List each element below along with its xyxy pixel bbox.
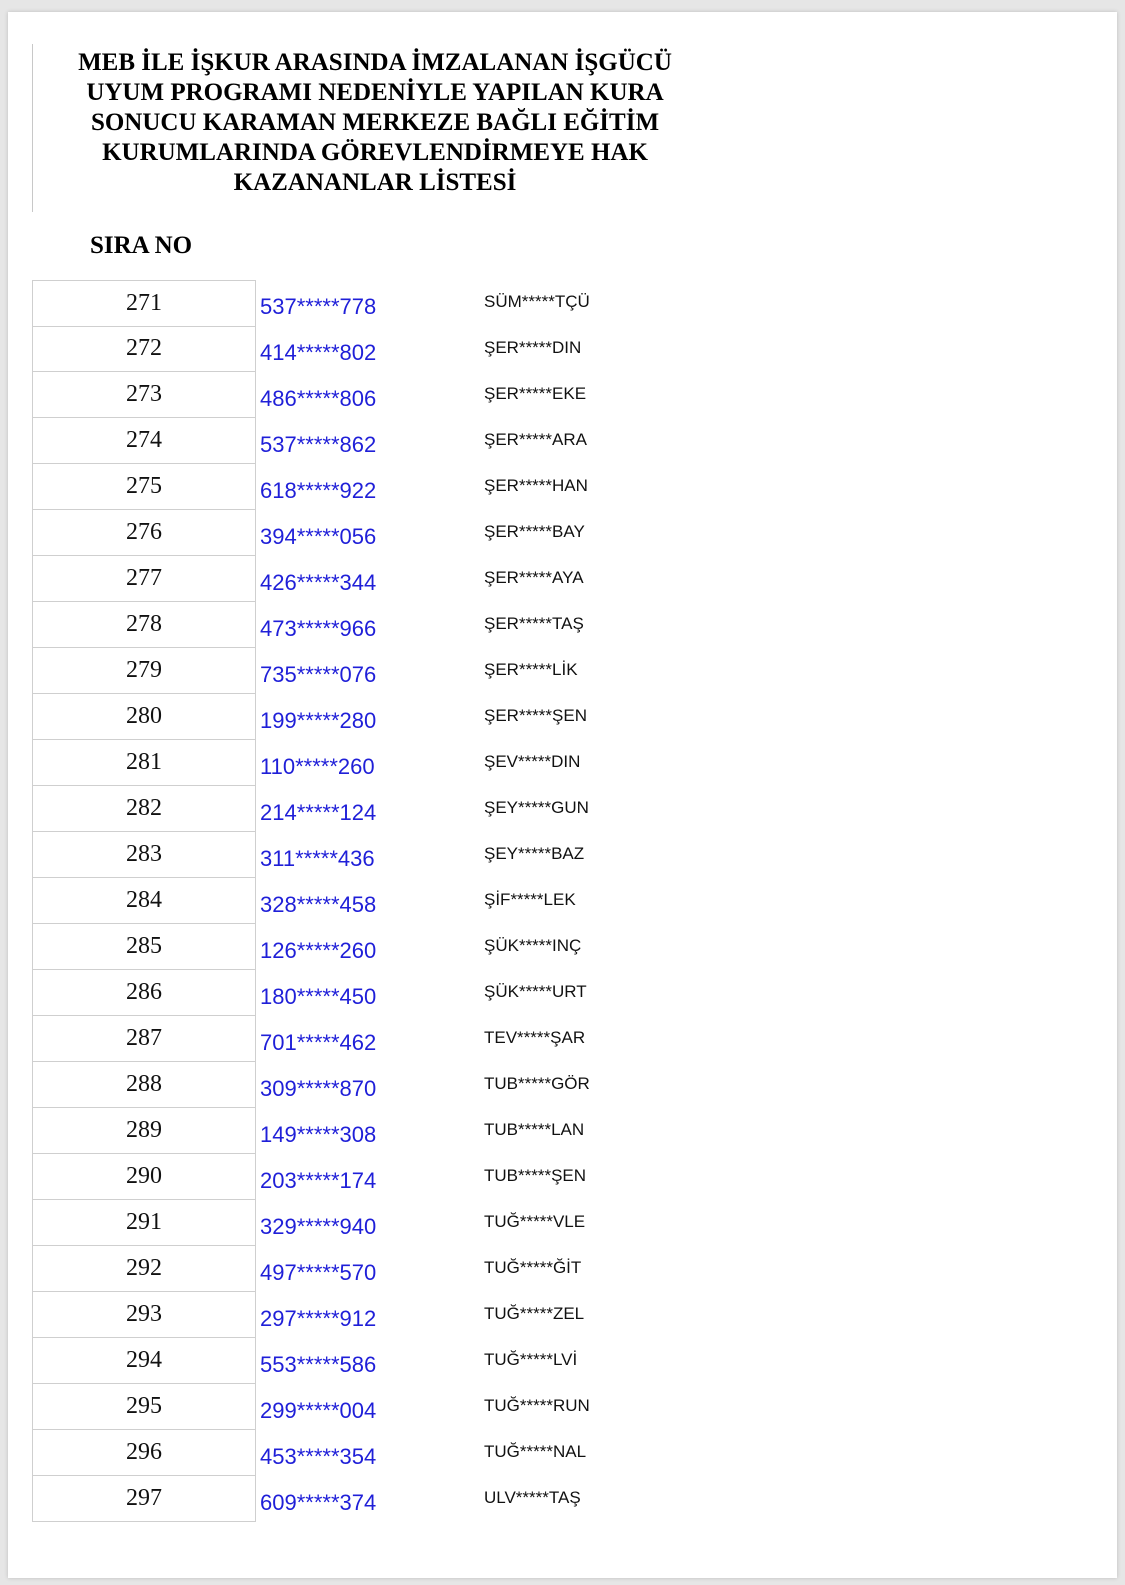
sira-no-cell: 290 [32, 1154, 256, 1200]
masked-id-number: 618*****922 [260, 478, 377, 503]
masked-name: ŞER*****LİK [484, 660, 578, 679]
title-line: UYUM PROGRAMI NEDENİYLE YAPILAN KURA [86, 79, 664, 106]
table-row [32, 602, 732, 648]
sira-no-header: SIRA NO [90, 232, 193, 259]
sira-no-cell: 271 [32, 280, 256, 327]
sira-no-cell: 276 [32, 510, 256, 556]
masked-name: TUĞ*****VLE [484, 1212, 586, 1231]
table-row [32, 510, 732, 556]
masked-id-number: 414*****802 [260, 340, 377, 365]
table-row [32, 1154, 732, 1200]
sira-no-cell: 273 [32, 372, 256, 418]
table-row [32, 1430, 732, 1476]
table-row [32, 372, 732, 418]
winners-list [32, 280, 732, 1522]
masked-name: ŞİF*****LEK [484, 890, 576, 909]
masked-name: ŞER*****AYA [484, 568, 584, 587]
masked-name: TUĞ*****LVİ [484, 1350, 578, 1369]
masked-name: ŞER*****BAY [484, 522, 585, 541]
table-row [32, 1200, 732, 1246]
masked-id-number: 149*****308 [260, 1122, 377, 1147]
table-row [32, 970, 732, 1016]
masked-name: TEV*****ŞAR [484, 1028, 586, 1047]
sira-no-cell: 277 [32, 556, 256, 602]
sira-no-cell: 291 [32, 1200, 256, 1246]
table-row [32, 1062, 732, 1108]
masked-id-number: 701*****462 [260, 1030, 377, 1055]
table-row [32, 1246, 732, 1292]
masked-name: TUĞ*****ZEL [484, 1304, 585, 1323]
sira-no-cell: 293 [32, 1292, 256, 1338]
sira-no-cell: 284 [32, 878, 256, 924]
sira-no-cell: 272 [32, 326, 256, 372]
masked-id-number: 214*****124 [260, 800, 377, 825]
masked-id-number: 553*****586 [260, 1352, 377, 1377]
title-line: KURUMLARINDA GÖREVLENDİRMEYE HAK [102, 139, 648, 166]
table-row [32, 464, 732, 510]
masked-name: ŞÜK*****URT [484, 982, 587, 1001]
table-row [32, 1338, 732, 1384]
masked-id-number: 609*****374 [260, 1490, 377, 1515]
sira-no-cell: 294 [32, 1338, 256, 1384]
masked-name: SÜM*****TÇÜ [484, 292, 590, 311]
table-row [32, 1292, 732, 1338]
masked-name: ŞER*****HAN [484, 476, 588, 495]
table-row [32, 280, 732, 326]
masked-id-number: 473*****966 [260, 616, 377, 641]
title-line: MEB İLE İŞKUR ARASINDA İMZALANAN İŞGÜCÜ [78, 49, 672, 76]
masked-id-number: 497*****570 [260, 1260, 377, 1285]
table-row [32, 648, 732, 694]
sira-no-cell: 280 [32, 694, 256, 740]
table-row [32, 326, 732, 372]
sira-no-cell: 274 [32, 418, 256, 464]
table-row [32, 1108, 732, 1154]
sira-no-cell: 287 [32, 1016, 256, 1062]
table-row [32, 1476, 732, 1522]
title-margin-rule [32, 44, 33, 212]
masked-name: TUĞ*****ĞİT [484, 1258, 582, 1277]
masked-id-number: 311*****436 [260, 846, 375, 871]
masked-id-number: 426*****344 [260, 570, 377, 595]
masked-id-number: 297*****912 [260, 1306, 377, 1331]
masked-name: ŞER*****ŞEN [484, 706, 587, 725]
table-row [32, 740, 732, 786]
table-row [32, 694, 732, 740]
table-row [32, 878, 732, 924]
masked-name: TUB*****ŞEN [484, 1166, 587, 1185]
masked-id-number: 110*****260 [260, 754, 375, 779]
masked-id-number: 486*****806 [260, 386, 377, 411]
sira-no-cell: 275 [32, 464, 256, 510]
sira-no-cell: 279 [32, 648, 256, 694]
title-line: SONUCU KARAMAN MERKEZE BAĞLI EĞİTİM [90, 109, 660, 136]
masked-name: ŞER*****EKE [484, 384, 587, 403]
sira-no-cell: 296 [32, 1430, 256, 1476]
table-row [32, 1384, 732, 1430]
document-page [8, 12, 1117, 1578]
sira-no-cell: 292 [32, 1246, 256, 1292]
masked-id-number: 537*****778 [260, 294, 377, 319]
masked-id-number: 394*****056 [260, 524, 377, 549]
masked-name: ŞEY*****GUN [484, 798, 589, 817]
masked-name: TUĞ*****RUN [484, 1396, 590, 1415]
sira-no-cell: 278 [32, 602, 256, 648]
masked-id-number: 203*****174 [260, 1168, 377, 1193]
sira-no-cell: 285 [32, 924, 256, 970]
masked-name: ŞÜK*****INÇ [484, 936, 582, 955]
table-row [32, 924, 732, 970]
sira-no-cell: 289 [32, 1108, 256, 1154]
table-row [32, 1016, 732, 1062]
masked-name: ŞER*****TAŞ [484, 614, 584, 633]
masked-id-number: 537*****862 [260, 432, 377, 457]
masked-name: ULV*****TAŞ [484, 1488, 581, 1507]
masked-id-number: 309*****870 [260, 1076, 377, 1101]
masked-id-number: 735*****076 [260, 662, 377, 687]
table-row [32, 556, 732, 602]
table-row [32, 832, 732, 878]
title-line: KAZANANLAR LİSTESİ [233, 169, 517, 196]
masked-id-number: 329*****940 [260, 1214, 377, 1239]
masked-name: TUB*****LAN [484, 1120, 585, 1139]
masked-id-number: 180*****450 [260, 984, 377, 1009]
masked-id-number: 199*****280 [260, 708, 377, 733]
sira-no-cell: 295 [32, 1384, 256, 1430]
masked-id-number: 453*****354 [260, 1444, 377, 1469]
sira-no-cell: 288 [32, 1062, 256, 1108]
document-title [48, 48, 702, 198]
sira-no-cell: 281 [32, 740, 256, 786]
table-row [32, 418, 732, 464]
masked-id-number: 126*****260 [260, 938, 377, 963]
masked-name: TUB*****GÖR [484, 1074, 590, 1093]
sira-no-cell: 283 [32, 832, 256, 878]
masked-name: ŞEY*****BAZ [484, 844, 585, 863]
sira-no-cell: 286 [32, 970, 256, 1016]
sira-no-cell: 297 [32, 1476, 256, 1522]
masked-id-number: 299*****004 [260, 1398, 377, 1423]
masked-id-number: 328*****458 [260, 892, 377, 917]
masked-name: ŞER*****DIN [484, 338, 582, 357]
sira-no-cell: 282 [32, 786, 256, 832]
masked-name: ŞEV*****DIN [484, 752, 581, 771]
masked-name: ŞER*****ARA [484, 430, 587, 449]
masked-name: TUĞ*****NAL [484, 1442, 587, 1461]
table-row [32, 786, 732, 832]
